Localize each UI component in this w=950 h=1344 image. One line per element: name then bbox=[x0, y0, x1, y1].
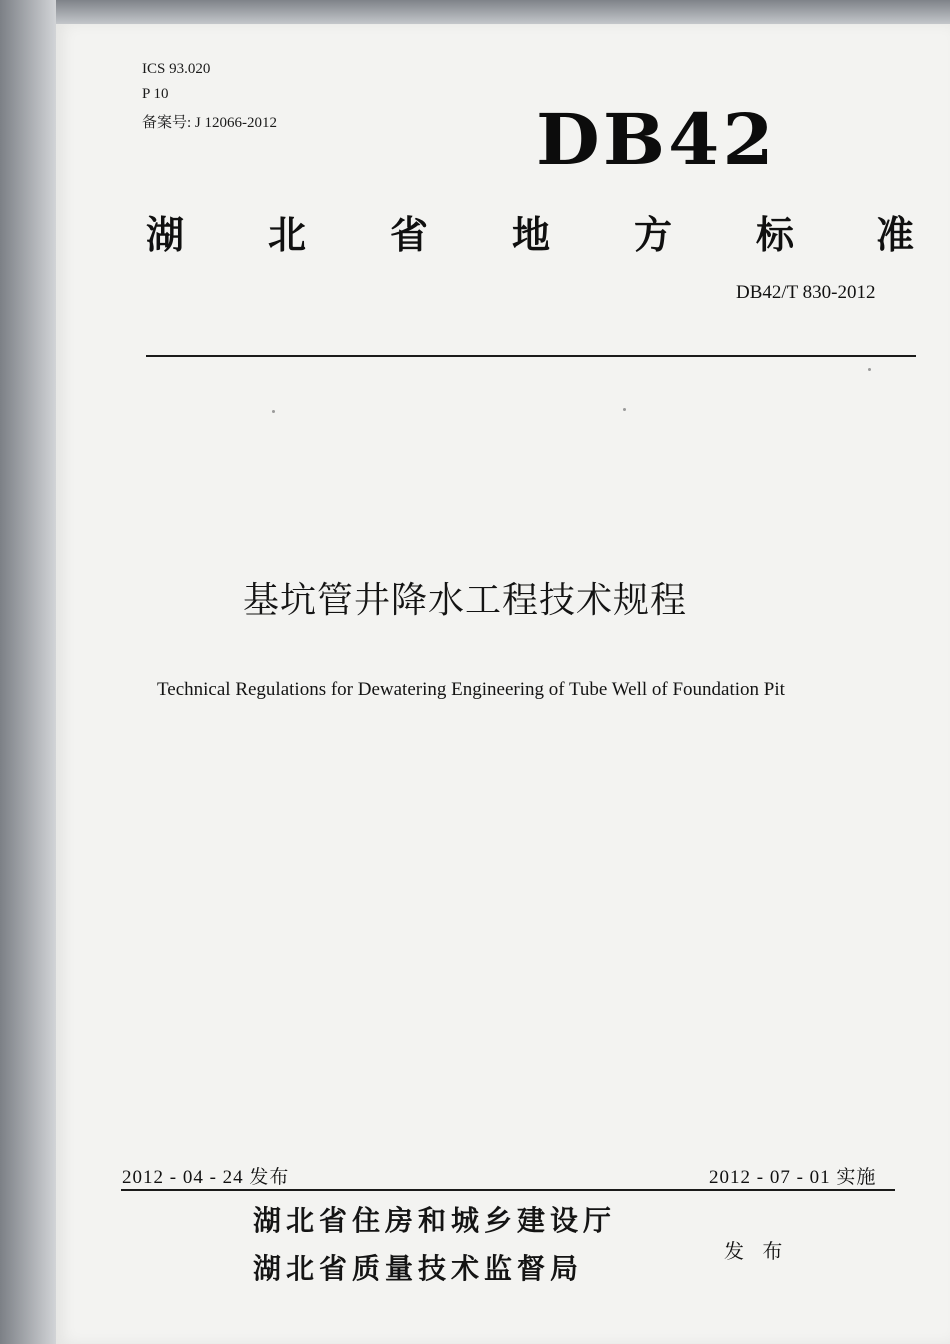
db42-logo: DB42 bbox=[536, 98, 777, 181]
scan-speck bbox=[623, 408, 626, 411]
publish-label: 发 布 bbox=[724, 1239, 789, 1263]
scan-border-left bbox=[0, 0, 56, 1344]
issuer-quality-bureau: 湖北省质量技术监督局 bbox=[253, 1252, 584, 1285]
scan-speck bbox=[868, 368, 871, 371]
document-title-chinese: 基坑管井降水工程技术规程 bbox=[243, 580, 688, 621]
scan-border-top bbox=[0, 0, 950, 26]
issue-date: 2012 - 04 - 24 发布 bbox=[122, 1167, 290, 1188]
document-title-english: Technical Regulations for Dewatering Engineering of Tube Well of Foundation Pit bbox=[157, 679, 785, 700]
standard-code: DB42/T 830-2012 bbox=[736, 282, 876, 303]
standard-type-char: 准 bbox=[876, 213, 915, 257]
standard-type-char: 方 bbox=[634, 213, 673, 257]
footer-rule bbox=[121, 1189, 895, 1191]
ics-code: ICS 93.020 bbox=[142, 61, 211, 77]
standard-type-char: 省 bbox=[390, 213, 429, 257]
standard-type-char: 北 bbox=[268, 213, 307, 257]
implementation-date: 2012 - 07 - 01 实施 bbox=[709, 1167, 877, 1188]
standard-type-char: 标 bbox=[756, 213, 795, 257]
issuer-housing-department: 湖北省住房和城乡建设厅 bbox=[253, 1204, 617, 1237]
standard-type-char: 地 bbox=[512, 213, 551, 257]
header-rule bbox=[146, 355, 916, 357]
ccs-code: P 10 bbox=[142, 86, 169, 102]
filing-number: 备案号: J 12066-2012 bbox=[142, 115, 278, 131]
standard-type-char: 湖 bbox=[146, 213, 185, 257]
scan-speck bbox=[272, 410, 275, 413]
